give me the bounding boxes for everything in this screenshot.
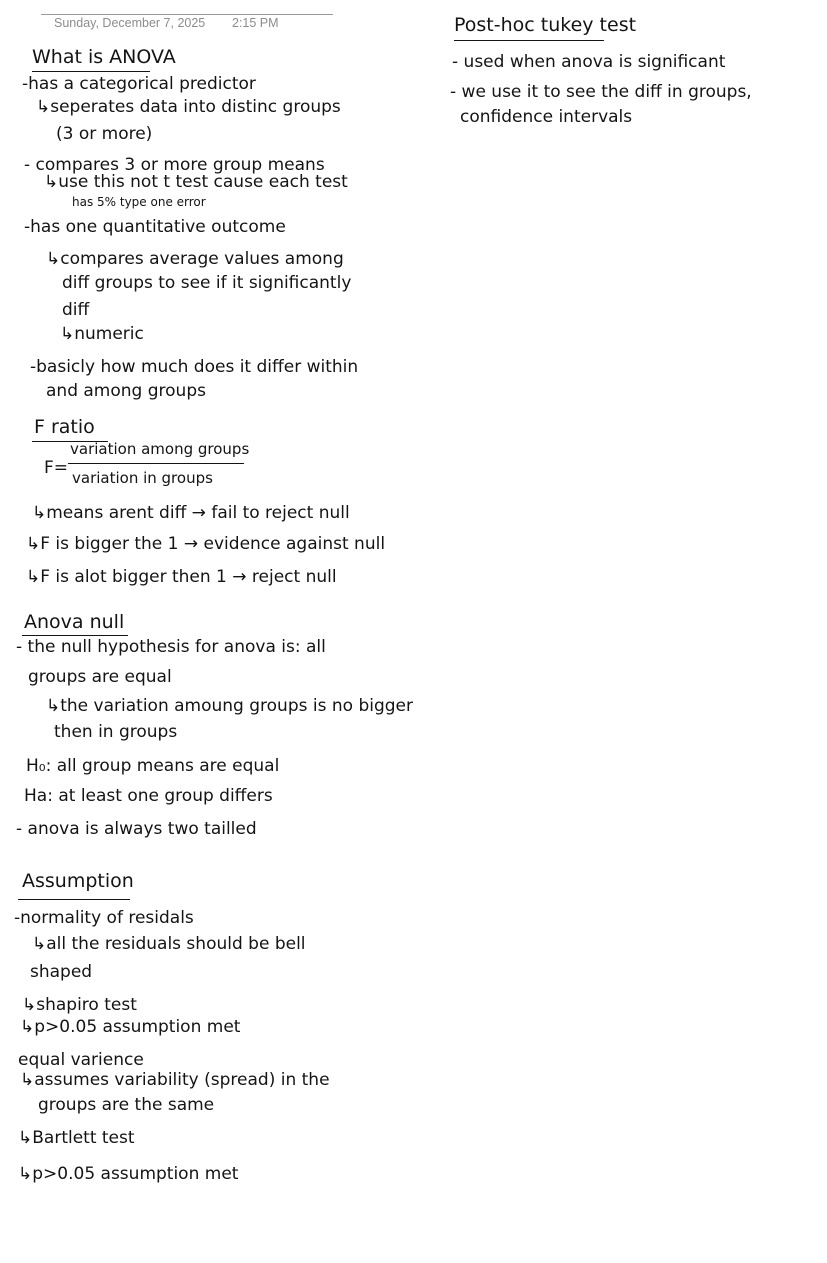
note-confidence: confidence intervals — [460, 107, 633, 127]
anova-heading: What is ANOVA — [32, 46, 176, 68]
assumption-heading: Assumption — [22, 870, 134, 892]
note-separates: ↳seperates data into distinc groups — [36, 97, 341, 117]
f-numerator: variation among groups — [70, 440, 250, 458]
note-type-one-error: has 5% type one error — [72, 195, 206, 209]
note-quant-outcome: -has one quantitative outcome — [24, 217, 286, 237]
note-three-or-more: (3 or more) — [56, 124, 153, 144]
note-numeric: ↳numeric — [60, 324, 144, 344]
note-groups-equal: groups are equal — [28, 667, 172, 687]
note-bartlett: ↳Bartlett test — [18, 1128, 135, 1148]
note-groups-same: groups are the same — [38, 1095, 215, 1115]
note-p-shapiro: ↳p>0.05 assumption met — [20, 1017, 241, 1037]
note-p-bartlett: ↳p>0.05 assumption met — [18, 1164, 239, 1184]
page-title-rule — [41, 14, 333, 15]
assumption-heading-underline — [18, 899, 130, 900]
note-h0: H₀: all group means are equal — [26, 756, 280, 776]
note-shapiro: ↳shapiro test — [22, 995, 137, 1015]
note-assumes-var: ↳assumes variability (spread) in the — [20, 1070, 330, 1090]
note-basically: -basicly how much does it differ within — [30, 357, 359, 377]
null-heading: Anova null — [24, 611, 125, 633]
note-two-tailed: - anova is always two tailled — [16, 819, 257, 839]
f-denominator: variation in groups — [72, 469, 213, 487]
note-null-hypothesis: - the null hypothesis for anova is: all — [16, 637, 326, 657]
note-residuals-bell: ↳all the residuals should be bell — [32, 934, 306, 954]
note-shaped: shaped — [30, 962, 93, 982]
note-used-when: - used when anova is significant — [452, 52, 726, 72]
posthoc-heading-underline — [454, 40, 604, 41]
note-normality: -normality of residals — [14, 908, 194, 928]
note-f-alot-bigger: ↳F is alot bigger then 1 → reject null — [26, 567, 337, 587]
note-equal-var: equal varience — [18, 1050, 144, 1070]
page-time: 2:15 PM — [232, 16, 279, 30]
null-heading-underline — [22, 635, 128, 636]
note-and-among: and among groups — [46, 381, 206, 401]
note-f-bigger: ↳F is bigger the 1 → evidence against null — [26, 534, 386, 554]
f-ratio-heading: F ratio — [34, 416, 95, 438]
note-compares-avg: ↳compares average values among — [46, 249, 344, 269]
page-date: Sunday, December 7, 2025 — [54, 16, 206, 30]
note-diff: diff — [62, 300, 90, 320]
note-ha: Ha: at least one group differs — [24, 786, 273, 806]
anova-heading-underline — [32, 71, 150, 72]
posthoc-heading: Post-hoc tukey test — [454, 14, 637, 36]
note-variation-among: ↳the variation amoung groups is no bigger — [46, 696, 413, 716]
note-means-arent: ↳means arent diff → fail to reject null — [32, 503, 350, 523]
f-label: F= — [44, 458, 69, 478]
note-categorical: -has a categorical predictor — [22, 74, 256, 94]
note-we-use: - we use it to see the diff in groups, — [450, 82, 752, 102]
fraction-bar — [68, 463, 244, 464]
note-use-this: ↳use this not t test cause each test — [44, 172, 348, 192]
note-diff-groups: diff groups to see if it significantly — [62, 273, 352, 293]
note-then-in-groups: then in groups — [54, 722, 178, 742]
note-compares-means: - compares 3 or more group means — [24, 155, 325, 175]
